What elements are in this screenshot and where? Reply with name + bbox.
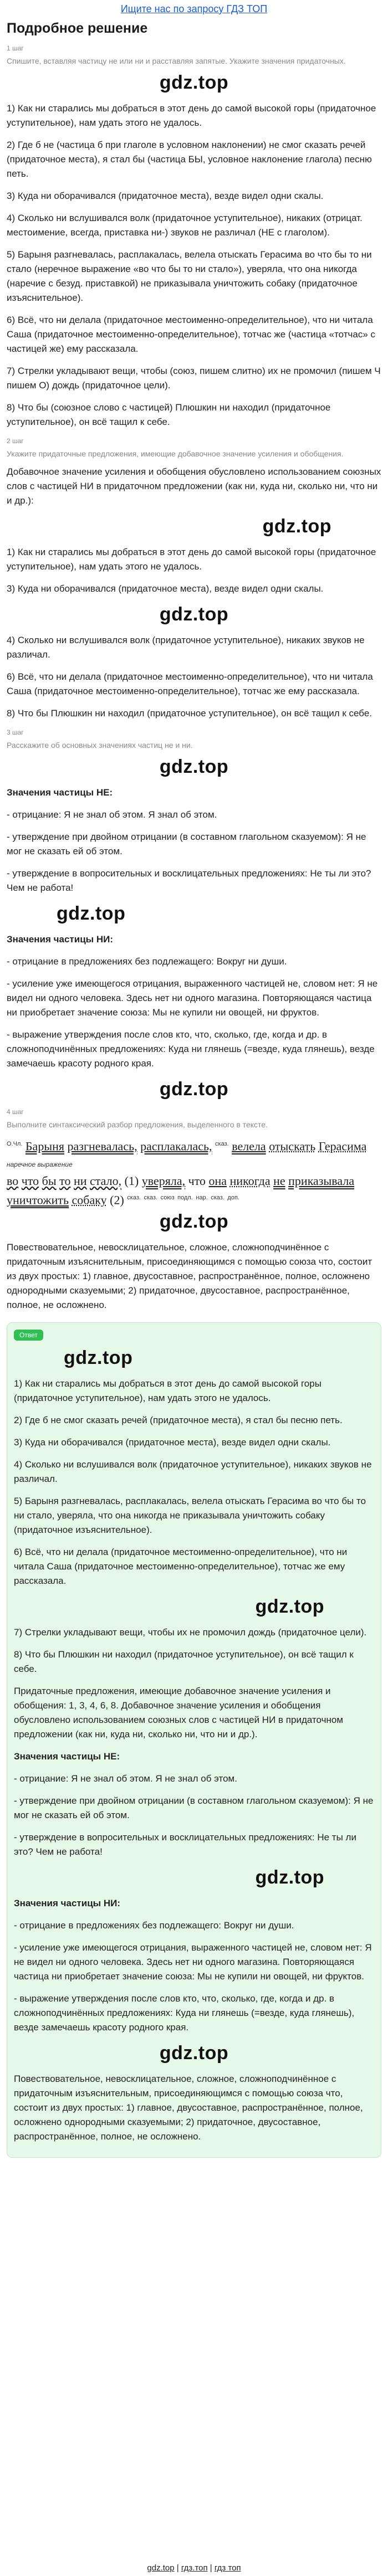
- parse-word: уничтожить: [7, 1193, 69, 1207]
- parse-word: что: [188, 1174, 206, 1188]
- list-item: 5) Барыня разгневалась, расплакалась, велела отыскать Герасима во что бы то ни стало (неречное выражение «во что бы то ни стало»), уверяла, что она никогда (наречие с безуд. приставкой) не приказывала уничтожить собаку (придаточное изъяснительное).: [7, 249, 372, 303]
- watermark: gdz.top: [159, 604, 229, 625]
- watermark: gdz.top: [159, 2042, 229, 2064]
- list-item: 5) Барыня разгневалась, расплакалась, велела отыскать Герасима во что бы то ни стало, уверяла, что она никогда не приказывала уничтожить собаку (придаточное изъяснительное).: [14, 1495, 366, 1535]
- list-item: - выражение утверждения после слов кто, что, сколько, где, когда и др. в сложноподчинённых предложениях: Куда ни глянешь (=везде, куда глянешь), везде замечаешь красоту родного края.: [7, 1029, 375, 1069]
- list-item: 6) Всё, что ни делала (придаточное местоименно-определительное), что ни читала Саша (придаточное местоименно-определительное), тотчас же ему рассказала.: [7, 671, 373, 696]
- step-label: 3 шаг: [7, 728, 24, 736]
- list-item: 8) Что бы Плюшкин ни находил (придаточное уступительное), он всё тащил к себе.: [14, 1649, 354, 1674]
- parse-mark: подл.: [177, 1194, 193, 1202]
- parse-word: никогда: [229, 1174, 270, 1188]
- step-label: 1 шаг: [7, 44, 24, 52]
- parse-word: отыскать: [269, 1139, 316, 1153]
- list-item: - усиление уже имеющегося отрицания, выраженного частицей не, словом нет: Я не видел ни одного человека. Здесь нет ни одного магазина. Повторяющаяся частица ни приобретает значение союза: Мы не купили ни овощей, ни фруктов.: [7, 978, 378, 1018]
- step-task: Выполните синтаксический разбор предложения, выделенного в тексте.: [7, 1120, 268, 1129]
- answer-block: [7, 1322, 381, 2158]
- list-item: 6) Всё, что ни делала (придаточное местоименно-определительное), что ни читала Саша (придаточное местоименно-определительное), тотчас же (частица «тотчас» с частицей же) ему рассказала.: [7, 315, 376, 354]
- step-task: Спишите, вставляя частицу не или ни и расставляя запятые. Укажите значения придаточных.: [7, 57, 346, 65]
- parse-mark: сказ.: [215, 1141, 229, 1147]
- footer-link[interactable]: гдз.топ: [181, 2563, 208, 2573]
- list-item: 1) Как ни старались мы добраться в этот день до самой высокой горы (придаточное уступительное), нам удать этого не удалось.: [7, 103, 376, 128]
- list-item: 8) Что бы Плюшкин ни находил (придаточное уступительное), он всё тащил к себе.: [7, 708, 372, 719]
- footer: [0, 2563, 388, 2573]
- parse-word: расплакалась,: [140, 1139, 212, 1153]
- search-hint-link[interactable]: Ищите нас по запросу ГДЗ ТОП: [120, 3, 268, 14]
- parse-word: бы: [42, 1174, 57, 1188]
- list-item: 4) Сколько ни вслушивался волк (придаточное уступительное), никаких звуков не различал.: [14, 1459, 372, 1484]
- step-label: 2 шаг: [7, 437, 24, 445]
- watermark: gdz.top: [64, 1347, 133, 1368]
- parse-mark: сказ.: [127, 1194, 141, 1202]
- watermark: gdz.top: [159, 1210, 229, 1232]
- parse-word: во: [7, 1174, 19, 1188]
- list-item: 4) Сколько ни вслушивался волк (придаточное уступительное), никаких звуков не различал.: [7, 635, 365, 660]
- list-item: 4) Сколько ни вслушивался волк (придаточное уступительное), никаких (отрицат. местоимение, всегда, приставка ни-) звуков не различал (НЕ с глаголом).: [7, 213, 363, 238]
- parse-mark: доп.: [227, 1194, 239, 1202]
- footer-link[interactable]: gdz.top: [147, 2563, 175, 2573]
- parse-word: стало,: [90, 1174, 122, 1188]
- list-item: 1) Как ни старались мы добраться в этот день до самой высокой горы (придаточное уступительное), нам удать этого не удалось.: [7, 547, 376, 572]
- step-1: [7, 44, 381, 429]
- list-item: 7) Стрелки укладывают вещи, чтобы (союз, пишем слитно) их не промочил (пишем Ч пишем О) дождь (придаточное цели).: [7, 366, 381, 391]
- list-item: 2) Где б не смог сказать речей (придаточное места), я стал бы песню петь.: [14, 1414, 343, 1425]
- clause-number: (2): [110, 1193, 124, 1207]
- step-2: [7, 437, 381, 721]
- clause-number: (1): [124, 1174, 139, 1188]
- step-task: Расскажите об основных значениях частиц не и ни.: [7, 741, 193, 750]
- parse-word: Герасима: [318, 1139, 367, 1153]
- list-item: 7) Стрелки укладывают вещи, чтобы их не промочил дождь (придаточное цели).: [14, 1626, 367, 1638]
- step-3: [7, 728, 381, 1071]
- list-item: - отрицание в предложениях без подлежащего: Вокруг ни души.: [14, 1920, 294, 1931]
- list-item: 3) Куда ни оборачивался (придаточное места), везде видел одни скалы.: [7, 583, 324, 594]
- list-item: - отрицание: Я не знал об этом. Я не знал об этом.: [14, 1773, 237, 1784]
- parse-word: что: [21, 1174, 39, 1188]
- list-item: 3) Куда ни оборачивался (придаточное места), везде видел одни скалы.: [14, 1436, 331, 1448]
- section-heading: Значения частицы НЕ:: [7, 787, 113, 798]
- list-item: - утверждение при двойном отрицании (в составном глагольном сказуемом): Я не мог не сказать ей об этом.: [7, 832, 366, 856]
- parse-word: велела: [232, 1139, 266, 1153]
- syntax-parse: [7, 1136, 381, 1209]
- list-item: - отрицание: Я не знал об этом. Я знал об этом.: [7, 809, 217, 820]
- list-item: 3) Куда ни оборачивался (придаточное места), везде видел одни скалы.: [7, 191, 324, 201]
- parse-mark: сказ.: [211, 1194, 224, 1202]
- footer-link[interactable]: гдз топ: [214, 2563, 241, 2573]
- list-item: - утверждение в вопросительных и восклицательных предложениях: Не ты ли это? Чем не работа!: [7, 868, 371, 893]
- parse-word: разгневалась,: [67, 1139, 137, 1153]
- watermark: gdz.top: [262, 516, 331, 537]
- parse-note: наречное выражение: [7, 1161, 73, 1169]
- watermark: gdz.top: [57, 903, 126, 924]
- parse-mark: сказ.: [144, 1194, 158, 1202]
- parse-mark: О.Чл.: [7, 1141, 23, 1147]
- parse-word: уверяла,: [141, 1174, 186, 1188]
- section-heading: Значения частицы НИ:: [14, 1897, 121, 1908]
- list-item: - отрицание в предложениях без подлежащего: Вокруг ни души.: [7, 956, 287, 967]
- watermark: gdz.top: [159, 1079, 229, 1100]
- parse-word: собаку: [72, 1193, 107, 1207]
- answer-badge: Ответ: [14, 1330, 43, 1341]
- parse-word: ни: [73, 1174, 87, 1188]
- watermark: gdz.top: [159, 756, 229, 777]
- list-item: - утверждение при двойном отрицании (в составном глагольном сказуемом): Я не мог не сказать ей об этом.: [14, 1795, 374, 1820]
- top-banner: [0, 0, 388, 17]
- step-task: Укажите придаточные предложения, имеющие добавочное значение усиления и обобщения.: [7, 449, 344, 458]
- section-heading: Значения частицы НЕ:: [14, 1751, 120, 1762]
- parse-word: не: [273, 1174, 285, 1188]
- step-label: 4 шаг: [7, 1108, 24, 1116]
- list-item: 2) Где б не (частица б при глаголе в условном наклонении) не смог сказать речей (придаточное места), я стал бы (частица БЫ, условное наклонение глагола) песню петь.: [7, 140, 372, 179]
- list-item: 6) Всё, что ни делала (придаточное местоименно-определительное), что ни читала Саша (придаточное местоименно-определительное), тотчас же ему рассказала.: [14, 1546, 348, 1586]
- list-item: Придаточные предложения, имеющие добавочное значение усиления и обобщения: 1, 3, 4, 6, 8. Добавочное значение усиления и обобщения обусловлено использованием союзных слов с частицей НИ в придаточном предложении (как ни, куда ни, сколько ни, что ни и др.).: [14, 1685, 344, 1739]
- section-heading: Значения частицы НИ:: [7, 934, 114, 945]
- list-item: 1) Как ни старались мы добраться в этот день до самой высокой горы (придаточное уступительное), нам удать этого не удалось.: [14, 1378, 321, 1403]
- step-4: [7, 1079, 381, 1312]
- list-item: - утверждение в вопросительных и восклицательных предложениях: Не ты ли это? Чем не работа!: [14, 1831, 356, 1857]
- footer-sep: |: [174, 2563, 181, 2573]
- parse-mark: союз: [160, 1194, 175, 1202]
- parse-description: Повествовательное, невосклицательное, сложное, сложноподчинённое с придаточным изъяснительным, присоединяющимся с помощью союза что, состоит из двух простых: 1) главное, двусоставное, распространённое, полное, осложнено однородными сказуемыми; 2) придаточное, двусоставное, распространённое, полное, не осложнено.: [14, 2073, 363, 2142]
- list-item: - выражение утверждения после слов кто, что, сколько, где, когда и др. в сложноподчинённых предложениях: Куда ни глянешь (=везде, куда глянешь), везде замечаешь красоту родного края.: [14, 1993, 355, 2033]
- list-item: Добавочное значение усиления и обобщения обусловлено использованием союзных слов с частицей НИ в придаточном предложении (как ни, куда ни, сколько ни, что ни и др.):: [7, 466, 381, 506]
- list-item: 8) Что бы (союзное слово с частицей) Плюшкин ни находил (придаточное уступительное), он всё тащил к себе.: [7, 402, 331, 427]
- parse-description: Повествовательное, невосклицательное, сложное, сложноподчинённое с придаточным изъяснительным, присоединяющимся с помощью союза что, состоит из двух простых: 1) главное, двусоставное, распространённое, полное, осложнено однородными сказуемыми; 2) придаточное, двусоставное, распространённое, полное, не осложнено.: [7, 1241, 372, 1310]
- watermark: gdz.top: [159, 72, 229, 93]
- page-title: Подробное решение: [7, 20, 148, 36]
- parse-word: Барыня: [25, 1139, 64, 1153]
- parse-word: она: [208, 1174, 227, 1188]
- parse-mark: нар.: [196, 1194, 208, 1202]
- footer-sep: |: [207, 2563, 215, 2573]
- parse-word: приказывала: [288, 1174, 355, 1188]
- parse-word: то: [59, 1174, 71, 1188]
- list-item: - усиление уже имеющегося отрицания, выраженного частицей не, словом нет: Я не видел ни одного человека. Здесь нет ни одного магазина. Повторяющаяся частица ни приобретает значение союза: Мы не купили ни овощей, ни фруктов.: [14, 1942, 372, 1982]
- watermark: gdz.top: [255, 1866, 324, 1888]
- watermark: gdz.top: [255, 1595, 324, 1617]
